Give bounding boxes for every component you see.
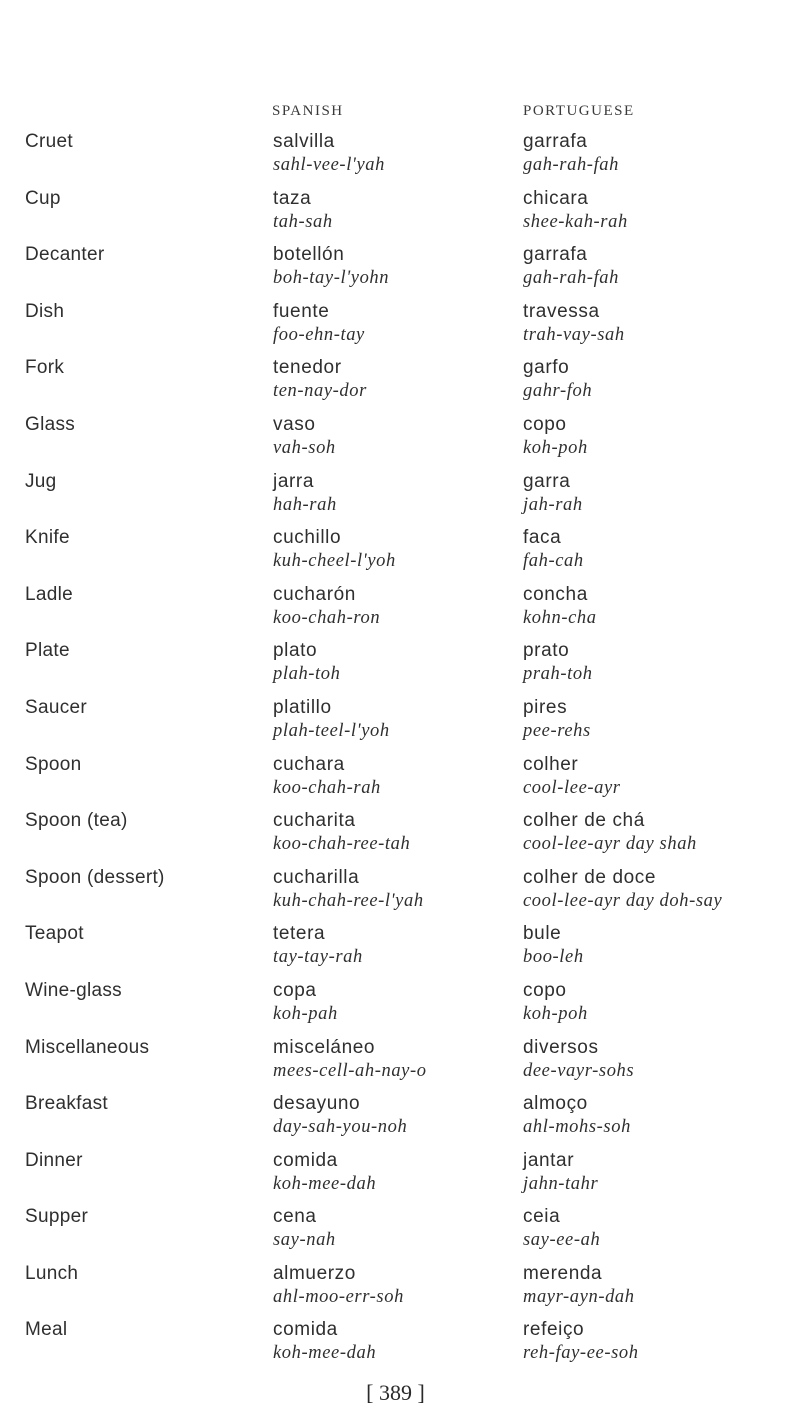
spanish-pronunciation: boh-tay-l'yohn: [273, 268, 390, 289]
spanish-pronunciation: foo-ehn-tay: [273, 324, 365, 345]
spanish-word: copa: [273, 979, 317, 1001]
spanish-word: plato: [273, 640, 318, 662]
vocabulary-row: [0, 414, 801, 471]
english-term: Spoon (tea): [25, 810, 128, 832]
spanish-word: botellón: [273, 244, 345, 266]
vocabulary-row: [0, 301, 801, 358]
column-headers: [0, 103, 801, 123]
english-term: Glass: [25, 413, 76, 435]
vocabulary-row: [0, 697, 801, 754]
vocabulary-row: [0, 584, 801, 641]
spanish-pronunciation: kuh-cheel-l'yoh: [273, 551, 396, 572]
spanish-cell: [273, 188, 333, 234]
spanish-cell: [273, 414, 336, 460]
portuguese-cell: [523, 131, 619, 177]
spanish-word: salvilla: [273, 131, 335, 152]
portuguese-word: colher de chá: [523, 810, 645, 832]
portuguese-word: garfo: [523, 357, 570, 379]
portuguese-word: faca: [523, 527, 562, 549]
spanish-cell: [273, 980, 338, 1026]
spanish-column-header: SPANISH: [272, 103, 344, 119]
portuguese-pronunciation: cool-lee-ayr day doh-say: [523, 890, 723, 911]
portuguese-pronunciation: jah-rah: [523, 494, 583, 515]
spanish-word: almuerzo: [273, 1262, 356, 1284]
portuguese-cell: [523, 1150, 598, 1196]
spanish-pronunciation: mees-cell-ah-nay-o: [273, 1060, 427, 1081]
spanish-word: comida: [273, 1149, 338, 1171]
portuguese-word: travessa: [523, 300, 600, 322]
portuguese-cell: [523, 188, 628, 234]
portuguese-cell: [523, 1093, 631, 1139]
portuguese-word: colher: [523, 753, 579, 775]
portuguese-word: jantar: [523, 1149, 575, 1171]
portuguese-word: copo: [523, 413, 567, 435]
spanish-pronunciation: ten-nay-dor: [273, 381, 367, 402]
vocabulary-row: [0, 1150, 801, 1207]
portuguese-word: garrafa: [523, 244, 588, 266]
portuguese-column-header: PORTUGUESE: [523, 103, 635, 119]
vocabulary-row: [0, 1093, 801, 1150]
portuguese-word: garrafa: [523, 131, 588, 152]
portuguese-word: copo: [523, 979, 567, 1001]
spanish-cell: [273, 1150, 376, 1196]
spanish-pronunciation: koh-mee-dah: [273, 1343, 377, 1364]
spanish-cell: [273, 810, 410, 856]
spanish-pronunciation: tah-sah: [273, 211, 333, 232]
portuguese-cell: [523, 754, 621, 800]
vocabulary-row: [0, 754, 801, 811]
spanish-pronunciation: koh-pah: [273, 1003, 338, 1024]
spanish-pronunciation: tay-tay-rah: [273, 947, 363, 968]
portuguese-cell: [523, 697, 591, 743]
spanish-cell: [273, 867, 424, 913]
portuguese-word: prato: [523, 640, 570, 662]
portuguese-word: ceia: [523, 1206, 561, 1228]
portuguese-word: almoço: [523, 1093, 588, 1115]
vocabulary-row: [0, 188, 801, 245]
portuguese-cell: [523, 867, 722, 913]
spanish-word: tetera: [273, 923, 326, 945]
english-term: Jug: [25, 470, 57, 492]
vocabulary-row: [0, 1206, 801, 1263]
spanish-cell: [273, 131, 385, 177]
portuguese-pronunciation: cool-lee-ayr: [523, 777, 621, 798]
vocabulary-row: [0, 923, 801, 980]
english-term: Spoon: [25, 753, 82, 775]
portuguese-pronunciation: gahr-foh: [523, 381, 593, 402]
spanish-cell: [273, 640, 341, 686]
portuguese-word: colher de doce: [523, 866, 657, 888]
spanish-pronunciation: koo-chah-ron: [273, 607, 381, 628]
vocabulary-row: [0, 1037, 801, 1094]
spanish-cell: [273, 1206, 336, 1252]
portuguese-pronunciation: gah-rah-fah: [523, 268, 620, 289]
spanish-word: platillo: [273, 696, 332, 718]
spanish-cell: [273, 754, 381, 800]
english-term: Teapot: [25, 923, 84, 945]
spanish-word: cucharita: [273, 810, 356, 832]
portuguese-pronunciation: dee-vayr-sohs: [523, 1060, 635, 1081]
portuguese-word: bule: [523, 923, 562, 945]
portuguese-pronunciation: prah-toh: [523, 664, 593, 685]
portuguese-pronunciation: reh-fay-ee-soh: [523, 1343, 639, 1364]
english-term: Spoon (dessert): [25, 866, 165, 888]
portuguese-cell: [523, 301, 625, 347]
portuguese-word: refeiço: [523, 1319, 585, 1341]
spanish-pronunciation: koh-mee-dah: [273, 1173, 377, 1194]
english-term: Dinner: [25, 1149, 83, 1171]
spanish-word: jarra: [273, 470, 315, 492]
spanish-pronunciation: plah-toh: [273, 664, 341, 685]
spanish-cell: [273, 471, 337, 517]
portuguese-cell: [523, 584, 597, 630]
portuguese-pronunciation: jahn-tahr: [523, 1173, 599, 1194]
english-term: Miscellaneous: [25, 1036, 150, 1058]
spanish-word: cucharón: [273, 583, 356, 605]
spanish-pronunciation: say-nah: [273, 1230, 336, 1251]
english-term: Meal: [25, 1319, 68, 1341]
spanish-cell: [273, 527, 396, 573]
portuguese-cell: [523, 1263, 635, 1309]
spanish-cell: [273, 357, 367, 403]
portuguese-cell: [523, 527, 584, 573]
spanish-cell: [273, 1037, 427, 1083]
spanish-pronunciation: ahl-moo-err-soh: [273, 1286, 404, 1307]
vocabulary-row: [0, 471, 801, 528]
spanish-cell: [273, 301, 365, 347]
spanish-word: cuchara: [273, 753, 345, 775]
portuguese-cell: [523, 1206, 600, 1252]
portuguese-pronunciation: fah-cah: [523, 551, 584, 572]
english-term: Supper: [25, 1206, 89, 1228]
page-number: [ 389 ]: [366, 1380, 425, 1405]
portuguese-word: concha: [523, 583, 588, 605]
spanish-cell: [273, 244, 389, 290]
portuguese-pronunciation: mayr-ayn-dah: [523, 1286, 635, 1307]
english-term: Cruet: [25, 131, 73, 152]
portuguese-cell: [523, 923, 584, 969]
spanish-word: misceláneo: [273, 1036, 376, 1058]
portuguese-cell: [523, 414, 588, 460]
english-term: Decanter: [25, 244, 105, 266]
english-term: Wine-glass: [25, 979, 122, 1001]
portuguese-pronunciation: boo-leh: [523, 947, 584, 968]
spanish-cell: [273, 697, 390, 743]
english-term: Fork: [25, 357, 65, 379]
spanish-cell: [273, 923, 363, 969]
portuguese-cell: [523, 640, 593, 686]
portuguese-word: chicara: [523, 187, 589, 209]
spanish-word: desayuno: [273, 1093, 361, 1115]
spanish-word: fuente: [273, 300, 330, 322]
spanish-word: cuchillo: [273, 527, 342, 549]
portuguese-pronunciation: pee-rehs: [523, 720, 591, 741]
vocabulary-row: [0, 1263, 801, 1320]
spanish-word: cucharilla: [273, 866, 360, 888]
vocabulary-row: [0, 640, 801, 697]
vocabulary-row: [0, 980, 801, 1037]
vocabulary-row: [0, 244, 801, 301]
spanish-pronunciation: day-sah-you-noh: [273, 1117, 408, 1138]
portuguese-word: pires: [523, 696, 568, 718]
spanish-pronunciation: plah-teel-l'yoh: [273, 720, 390, 741]
portuguese-pronunciation: cool-lee-ayr day shah: [523, 834, 697, 855]
vocabulary-row: [0, 810, 801, 867]
spanish-pronunciation: hah-rah: [273, 494, 337, 515]
spanish-word: vaso: [273, 413, 316, 435]
vocabulary-table: [0, 131, 801, 1376]
portuguese-word: merenda: [523, 1262, 603, 1284]
portuguese-word: diversos: [523, 1036, 599, 1058]
spanish-pronunciation: kuh-chah-ree-l'yah: [273, 890, 424, 911]
english-term: Knife: [25, 527, 70, 549]
portuguese-pronunciation: gah-rah-fah: [523, 155, 620, 175]
portuguese-cell: [523, 471, 583, 517]
spanish-cell: [273, 584, 380, 630]
spanish-pronunciation: vah-soh: [273, 437, 336, 458]
spanish-pronunciation: koo-chah-ree-tah: [273, 834, 411, 855]
spanish-cell: [273, 1319, 376, 1365]
english-term: Breakfast: [25, 1093, 108, 1115]
portuguese-pronunciation: trah-vay-sah: [523, 324, 625, 345]
portuguese-cell: [523, 810, 697, 856]
portuguese-pronunciation: shee-kah-rah: [523, 211, 628, 232]
portuguese-cell: [523, 1037, 634, 1083]
portuguese-pronunciation: koh-poh: [523, 437, 588, 458]
english-term: Plate: [25, 640, 70, 662]
spanish-word: taza: [273, 187, 312, 209]
portuguese-cell: [523, 244, 619, 290]
english-term: Saucer: [25, 696, 88, 718]
portuguese-cell: [523, 357, 592, 403]
portuguese-cell: [523, 1319, 639, 1365]
portuguese-pronunciation: koh-poh: [523, 1003, 588, 1024]
spanish-cell: [273, 1093, 407, 1139]
spanish-pronunciation: sahl-vee-l'yah: [273, 155, 386, 175]
spanish-cell: [273, 1263, 404, 1309]
vocabulary-row: [0, 1319, 801, 1376]
vocabulary-row: [0, 867, 801, 924]
portuguese-pronunciation: say-ee-ah: [523, 1230, 601, 1251]
vocabulary-row: [0, 527, 801, 584]
spanish-pronunciation: koo-chah-rah: [273, 777, 381, 798]
portuguese-pronunciation: kohn-cha: [523, 607, 597, 628]
vocabulary-row: [0, 357, 801, 414]
vocabulary-row: [0, 131, 801, 188]
spanish-word: comida: [273, 1319, 338, 1341]
spanish-word: tenedor: [273, 357, 342, 379]
spanish-word: cena: [273, 1206, 317, 1228]
portuguese-word: garra: [523, 470, 571, 492]
english-term: Dish: [25, 300, 65, 322]
english-term: Lunch: [25, 1262, 79, 1284]
english-term: Ladle: [25, 583, 73, 605]
portuguese-pronunciation: ahl-mohs-soh: [523, 1117, 631, 1138]
portuguese-cell: [523, 980, 588, 1026]
english-term: Cup: [25, 187, 61, 209]
